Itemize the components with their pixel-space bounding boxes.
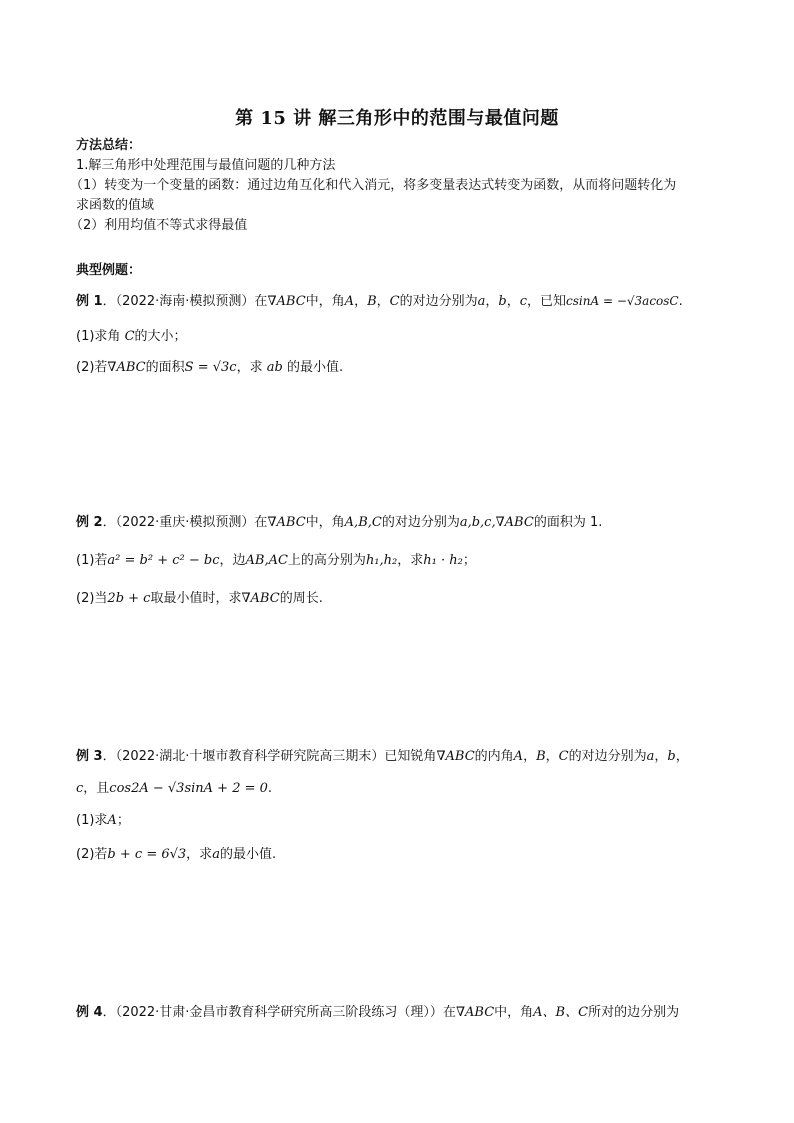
method-item-1: 1.解三角形中处理范围与最值问题的几种方法 (76, 158, 336, 173)
example-3-question-2: (2)若b + c = 6√3，求a的最小值. (76, 847, 277, 862)
method-item-2-line-1: （1）转变为一个变量的函数：通过边角互化和代入消元，将多变量表达式转变为函数，从而将问题转化为 (70, 178, 677, 193)
example-2-question-1: (1)若a² = b² + c² − bc，边AB,AC上的高分别为h₁,h₂，求h₁ · h₂； (76, 553, 476, 568)
example-3-condition: cos2A − √3sinA + 2 = 0 (109, 781, 268, 796)
example-1-statement: 例 1．（2022·海南·模拟预测）在∇ABC中，角A，B，C的对边分别为a，b，c，已知csinA = −√3acosC. (76, 294, 683, 309)
example-2-label: 例 2 (76, 515, 103, 530)
example-1-area-condition: S = √3c (184, 360, 237, 375)
example-4-label: 例 4 (76, 1005, 103, 1020)
page-title: 第 15 讲 解三角形中的范围与最值问题 (235, 108, 559, 129)
example-3-question-1: (1)求A； (76, 813, 130, 828)
example-3-statement-line-2: c，且cos2A − √3sinA + 2 = 0. (76, 781, 273, 796)
example-3-label: 例 3 (76, 749, 103, 764)
method-heading: 方法总结： (76, 138, 142, 153)
example-1-condition: csinA = −√3acosC (566, 294, 679, 308)
example-2-statement: 例 2．（2022·重庆·模拟预测）在∇ABC中，角A,B,C的对边分别为a,b,c,∇ABC的面积为 1. (76, 515, 603, 530)
example-1-question-1: (1)求角 C的大小； (76, 329, 187, 344)
example-1-question-2: (2)若∇ABC的面积S = √3c，求 ab 的最小值. (76, 360, 344, 375)
example-2-condition: a² = b² + c² − bc (107, 553, 220, 568)
example-3-statement: 例 3．（2022·湖北·十堰市教育科学研究院高三期末）已知锐角∇ABC的内角A，B，C的对边分别为a，b， (76, 749, 689, 764)
example-3-sum-condition: b + c = 6√3 (107, 847, 187, 862)
example-2-question-2: (2)当2b + c取最小值时，求∇ABC的周长. (76, 591, 323, 606)
method-item-2-line-2: 求函数的值域 (76, 198, 155, 213)
examples-heading: 典型例题： (76, 263, 142, 278)
method-item-3: （2）利用均值不等式求得最值 (70, 218, 248, 233)
example-4-statement: 例 4．（2022·甘肃·金昌市教育科学研究所高三阶段练习（理））在∇ABC中，角A、B、C所对的边分别为 (76, 1005, 680, 1020)
example-1-label: 例 1 (76, 294, 103, 309)
